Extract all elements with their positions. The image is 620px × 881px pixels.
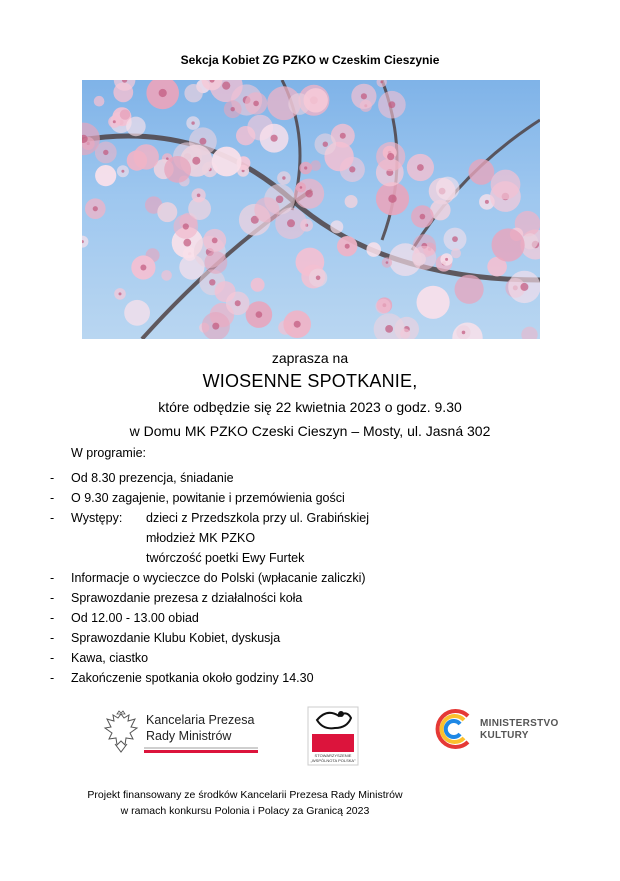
kprm-red-bar xyxy=(144,750,258,753)
blossom-center xyxy=(197,194,201,198)
program-item-text: O 9.30 zagajenie, powitanie i przemówienia gości xyxy=(71,491,345,505)
blossom-center xyxy=(276,196,284,204)
blossom xyxy=(455,275,484,304)
blossom-center xyxy=(199,138,206,145)
program-item-text: Sprawozdanie Klubu Kobiet, dyskusja xyxy=(71,631,281,645)
program-item-text: Od 8.30 prezencja, śniadanie xyxy=(71,471,234,485)
blossom-center xyxy=(231,107,235,111)
funding-note-line1: Projekt finansowany ze środków Kancelarii Prezesa Rady Ministrów xyxy=(87,789,403,801)
blossom xyxy=(492,228,525,261)
blossom-center xyxy=(417,164,424,171)
ministry-text xyxy=(480,718,559,742)
cherry-blossom-photo xyxy=(82,80,540,339)
blossom-center xyxy=(316,276,321,281)
blossom xyxy=(417,286,450,319)
blossom-center xyxy=(235,300,241,306)
program-item-text: Od 12.00 - 13.00 obiad xyxy=(71,611,199,625)
funding-note xyxy=(0,787,490,819)
blossom-center xyxy=(445,258,448,261)
blossom xyxy=(491,170,521,200)
blossom-center xyxy=(304,166,307,169)
blossom-center xyxy=(209,279,215,285)
performance-item: młodzież MK PZKO xyxy=(146,531,256,545)
blossom xyxy=(413,253,426,266)
list-dash: - xyxy=(50,571,55,585)
event-date: które odbędzie się 22 kwietnia 2023 o godz. 9.30 xyxy=(158,399,462,415)
ministry-line1: MINISTERSTVO xyxy=(480,718,559,729)
blossom-center xyxy=(183,223,189,229)
blossom-center xyxy=(282,176,285,179)
event-place: w Domu MK PZKO Czeski Cieszyn – Mosty, ul. Jasná 302 xyxy=(129,423,491,439)
performance-item: dzieci z Przedszkola przy ul. Grabińskiej xyxy=(146,511,369,525)
program-item-text: Informacje o wycieczce do Polski (wpłacanie zaliczki) xyxy=(71,571,366,585)
invitation-text: zaprasza na xyxy=(271,350,349,366)
blossom-center xyxy=(119,292,122,295)
list-dash: - xyxy=(50,511,55,525)
blossom-center xyxy=(389,101,396,108)
list-dash: - xyxy=(50,491,55,505)
blossom-center xyxy=(271,135,278,142)
blossom xyxy=(164,156,191,183)
wspolnota-caption-line1: STOWARZYSZENIE xyxy=(314,753,352,758)
list-dash: - xyxy=(50,471,55,485)
ministry-of-culture-icon xyxy=(430,706,476,752)
wspolnota-caption-line2: „WSPÓLNOTA POLSKA” xyxy=(310,758,356,763)
blossom xyxy=(161,270,172,281)
blossom xyxy=(304,88,328,112)
blossom-center xyxy=(387,153,394,160)
event-title: WIOSENNE SPOTKANIE, xyxy=(202,371,418,391)
blossom xyxy=(400,329,410,339)
program-label: W programie: xyxy=(71,446,147,460)
blossom-center xyxy=(103,150,108,155)
blossom xyxy=(205,251,228,274)
blossom xyxy=(126,117,146,137)
kprm-line1: Kancelaria Prezesa xyxy=(146,713,255,727)
list-dash: - xyxy=(50,671,55,685)
blossom xyxy=(366,242,381,257)
funding-note-line2: w ramach konkursu Polonia i Polacy za Granicą 2023 xyxy=(120,805,370,817)
list-dash: - xyxy=(50,611,55,625)
blossom xyxy=(184,84,202,102)
program-item-text: Występy: xyxy=(71,511,123,525)
blossom-center xyxy=(294,321,301,328)
blossom-center xyxy=(340,133,346,139)
blossom-center xyxy=(452,236,458,242)
blossom-center xyxy=(183,239,191,247)
blossom xyxy=(134,144,159,169)
blossom-center xyxy=(256,311,263,318)
blossom-center xyxy=(420,214,426,220)
blossom xyxy=(330,220,343,233)
ministry-of-culture-logo xyxy=(430,706,572,752)
blossom-center xyxy=(386,261,389,264)
blossom xyxy=(521,327,537,339)
list-dash: - xyxy=(50,591,55,605)
blossom xyxy=(436,177,460,201)
blossom-center xyxy=(140,265,146,271)
blossom-center xyxy=(300,186,303,189)
blossom-center xyxy=(385,325,393,333)
blossom-center xyxy=(159,89,167,97)
blossom xyxy=(157,202,177,222)
blossom xyxy=(120,109,130,119)
blossom-center xyxy=(212,323,219,330)
blossom-center xyxy=(93,206,98,211)
blossom xyxy=(376,299,391,314)
blossom-center xyxy=(222,82,230,90)
blossom xyxy=(95,165,116,186)
wspolnota-caption xyxy=(307,753,359,763)
blossom-center xyxy=(121,170,124,173)
blossom xyxy=(212,147,242,177)
performance-item: twórczość poetki Ewy Furtek xyxy=(146,551,305,565)
kprm-divider xyxy=(144,747,258,749)
blossom xyxy=(94,96,105,107)
blossom-center xyxy=(361,93,367,99)
blossom xyxy=(124,300,150,326)
kprm-line2: Rady Ministrów xyxy=(146,729,232,743)
blossom xyxy=(254,197,279,222)
blossom-center xyxy=(253,101,259,107)
program-item-text: Sprawozdanie prezesa z działalności koła xyxy=(71,591,303,605)
kprm-logo xyxy=(100,710,260,756)
blossom-center xyxy=(191,121,194,124)
blossom xyxy=(345,195,358,208)
blossom-center xyxy=(349,166,355,172)
list-dash: - xyxy=(50,651,55,665)
wspolnota-polska-logo xyxy=(307,706,359,766)
blossom xyxy=(451,248,461,258)
blossom-center xyxy=(520,283,528,291)
blossom-center xyxy=(462,331,466,335)
list-dash: - xyxy=(50,631,55,645)
white-eagle-icon xyxy=(102,710,140,756)
blossom xyxy=(469,159,495,185)
kprm-text xyxy=(146,712,254,744)
blossom-center xyxy=(212,238,218,244)
organizer-header: Sekcja Kobiet ZG PZKO w Czeskim Cieszynie xyxy=(180,53,440,67)
blossom-center xyxy=(380,81,383,84)
blossom-center xyxy=(287,219,295,227)
sponsor-logos xyxy=(0,700,620,770)
blossom-center xyxy=(388,195,396,203)
cherry-blossom-illustration xyxy=(82,80,540,339)
blossom-center xyxy=(485,200,489,204)
blossom xyxy=(310,160,321,171)
blossom-center xyxy=(323,142,328,147)
blossom-center xyxy=(113,120,116,123)
blossom xyxy=(251,278,265,292)
ministry-line2: KULTURY xyxy=(480,730,529,741)
program-item-text: Kawa, ciastko xyxy=(71,651,149,665)
program-item-text: Zakończenie spotkania około godziny 14.30 xyxy=(71,671,314,685)
blossom-center xyxy=(192,157,200,165)
blossom-center xyxy=(345,244,350,249)
blossom-center xyxy=(305,190,313,198)
